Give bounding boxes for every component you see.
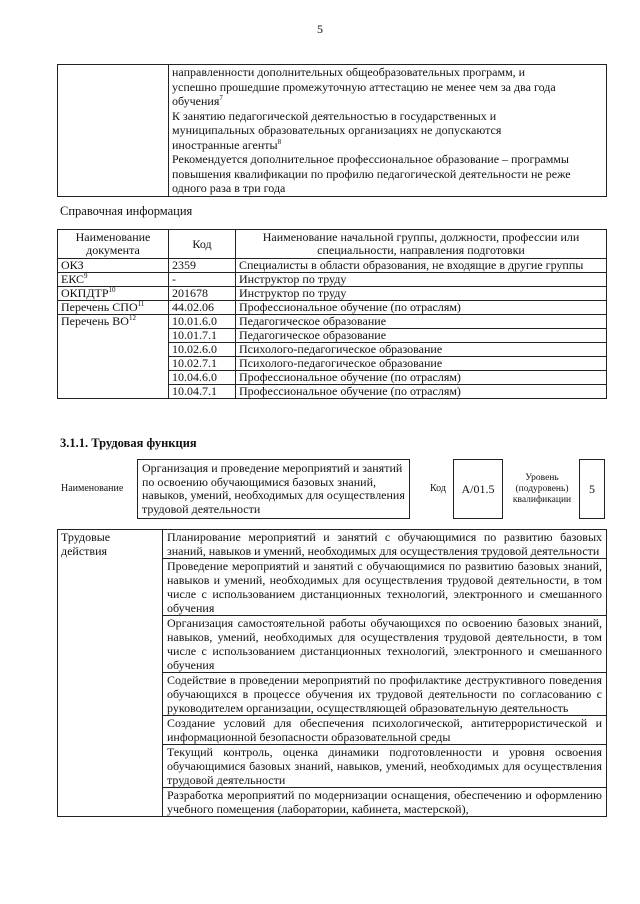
labor-actions-table (57, 529, 607, 817)
code-cell: 10.01.7.1 (169, 329, 236, 343)
code-cell: - (169, 273, 236, 287)
requirements-label-cell (58, 65, 169, 197)
table-row (58, 259, 607, 273)
text-line: Рекомендуется дополнительное профессиональное образование – программы (172, 152, 569, 166)
name-label: Наименование (61, 483, 124, 494)
footnote-ref: 7 (219, 94, 223, 102)
name-cell: Профессиональное обучение (по отраслям) (236, 385, 607, 399)
function-code: A/01.5 (453, 459, 503, 519)
reference-table (57, 229, 607, 399)
doc-cell (58, 357, 169, 371)
footnote-ref: 10 (108, 286, 116, 294)
table-row (58, 385, 607, 399)
column-header: Код (169, 230, 236, 259)
text-line: муниципальных образовательных организациях не допускаются (172, 123, 502, 137)
code-cell: 10.04.6.0 (169, 371, 236, 385)
labor-action-item: Создание условий для обеспечения психологической, антитеррористической и информационной безопасности образовательной среды (163, 716, 607, 745)
name-cell: Педагогическое образование (236, 315, 607, 329)
code-cell: 44.02.06 (169, 301, 236, 315)
reference-table-body (58, 259, 607, 399)
code-cell: 2359 (169, 259, 236, 273)
name-cell: Специалисты в области образования, не входящие в другие группы (236, 259, 607, 273)
name-cell: Психолого-педагогическое образование (236, 343, 607, 357)
code-cell: 10.04.7.1 (169, 385, 236, 399)
qualification-level: 5 (579, 459, 605, 519)
table-row (58, 273, 607, 287)
section-title: Справочная информация (60, 204, 193, 218)
footnote-ref: 8 (277, 137, 282, 146)
doc-cell: ОКЗ (58, 259, 169, 273)
doc-cell (58, 329, 169, 343)
code-cell: 10.02.6.0 (169, 343, 236, 357)
function-header (57, 459, 607, 521)
doc-cell: ОКПДТР$^{10}$ (58, 287, 169, 301)
footnote-ref: 11 (137, 300, 145, 308)
table-row (58, 315, 607, 329)
doc-cell (58, 385, 169, 399)
name-cell: Профессиональное обучение (по отраслям) (236, 301, 607, 315)
table-row (58, 530, 607, 559)
name-cell: Психолого-педагогическое образование (236, 357, 607, 371)
doc-cell: Перечень ВО$^{12}$ (58, 315, 169, 329)
requirements-table (57, 64, 607, 197)
code-cell: 201678 (169, 287, 236, 301)
labor-action-item: Разработка мероприятий по модернизации оснащения, обеспечению и оформлению учебного помещения (лаборатории, кабинета, мастерской), (163, 788, 607, 817)
function-heading: 3.1.1. Трудовая функция (60, 436, 197, 450)
text-line: повышения квалификации по профилю педагогической деятельности не реже (172, 166, 571, 181)
actions-label: Трудовые действия (58, 530, 163, 817)
labor-action-item: Проведение мероприятий и занятий с обучающимися по развитию базовых знаний, навыков и умений, необходимых для осуществления трудовой деятельности, в том числе с использованием дистанционных технологий, электронного и смешанного обучения (163, 559, 607, 616)
table-row (58, 287, 607, 301)
footnote-ref: 12 (128, 314, 136, 322)
text-line: обучения$^7$ (172, 94, 223, 108)
text-line: К занятию педагогической деятельностью в государственных и (172, 108, 497, 123)
name-cell: Профессиональное обучение (по отраслям) (236, 371, 607, 385)
doc-cell: Перечень СПО$^{11}$ (58, 301, 169, 315)
name-cell: Инструктор по труду (236, 287, 607, 301)
labor-action-item: Организация самостоятельной работы обучающихся по освоению базовых знаний, навыков, умений, необходимых для осуществления трудовой деятельности, в том числе с использованием дистанционных технологий, электронного и смешанного обучения (163, 616, 607, 673)
labor-action-item: Текущий контроль, оценка динамики подготовленности и уровня освоения обучающимися базовых знаний, навыков, умений, необходимых для осуществления трудовой деятельности (163, 745, 607, 788)
page-number: 5 (317, 22, 323, 36)
function-name: Организация и проведение мероприятий и занятий по освоению обучающимися базовых знаний, навыков, умений, необходимых для осуществления трудовой деятельности (137, 459, 410, 519)
doc-cell: ЕКС$^9$ (58, 273, 169, 287)
text-line: иностранные агенты$^8$ (172, 137, 282, 152)
text-line: успешно прошедшие промежуточную аттестацию не менее чем за два года (172, 79, 556, 94)
labor-action-item: Содействие в проведении мероприятий по профилактике деструктивного поведения обучающихся в процессе обучения их трудовой деятельности по согласованию с руководителем организации, осуществляющей образовательную деятельность (163, 673, 607, 716)
column-header: Наименование документа (58, 230, 169, 259)
level-label: Уровень (подуровень) квалификации (512, 473, 572, 505)
table-row (58, 371, 607, 385)
table-row (58, 301, 607, 315)
code-label: Код (430, 483, 446, 494)
name-cell: Педагогическое образование (236, 329, 607, 343)
requirements-content-cell (169, 65, 607, 197)
doc-cell (58, 343, 169, 357)
labor-actions-body (58, 530, 607, 817)
name-cell: Инструктор по труду (236, 273, 607, 287)
doc-cell (58, 371, 169, 385)
code-cell: 10.01.6.0 (169, 315, 236, 329)
table-row (58, 343, 607, 357)
text-line: направленности дополнительных общеобразовательных программ, и (172, 65, 526, 79)
table-row (58, 357, 607, 371)
text-line: одного раза в три года (172, 181, 286, 195)
labor-action-item: Планирование мероприятий и занятий с обучающимися по развитию базовых знаний, навыков и умений, необходимых для осуществления трудовой деятельности (163, 530, 607, 559)
column-header: Наименование начальной группы, должности, профессии или специальности, направления подготовки (236, 230, 607, 259)
footnote-ref: 9 (84, 272, 88, 280)
table-row (58, 329, 607, 343)
code-cell: 10.02.7.1 (169, 357, 236, 371)
